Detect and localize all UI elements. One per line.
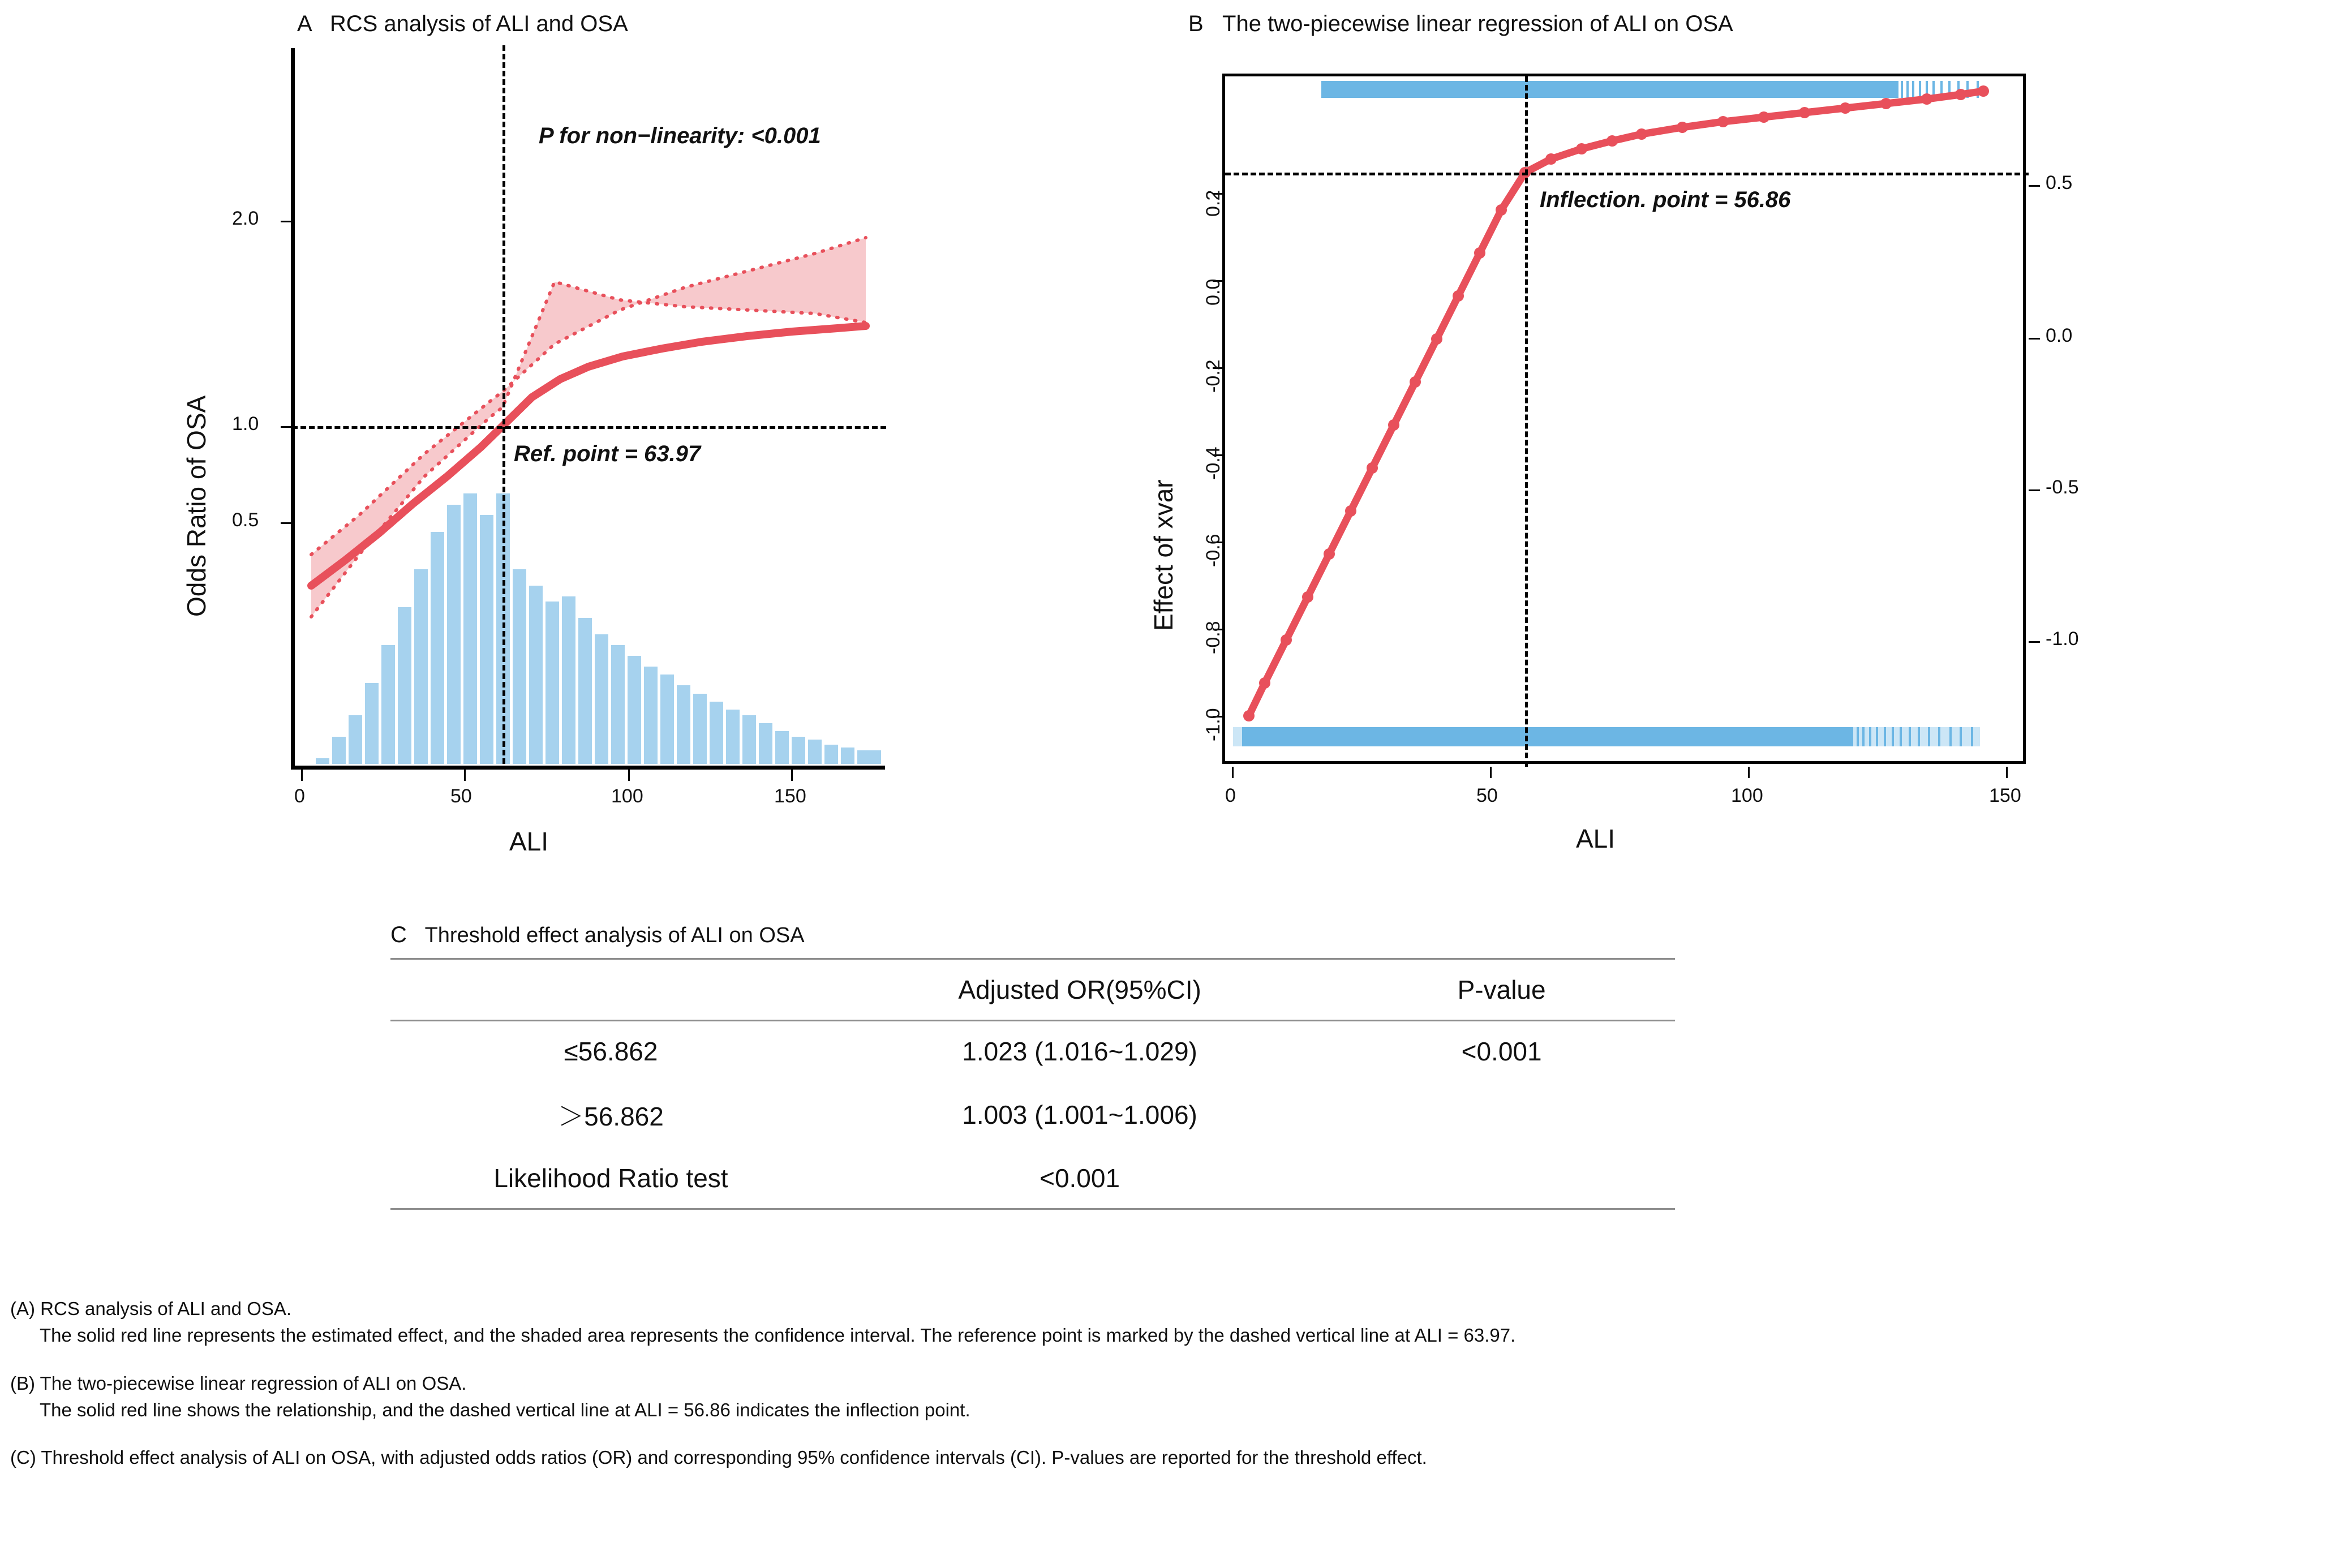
- panel-b: [1120, 11, 2196, 894]
- panel-c-title: Threshold effect analysis of ALI on OSA: [424, 923, 805, 947]
- panel-a-y-tick: [281, 221, 292, 222]
- panel-a: [182, 11, 1188, 894]
- panel-a-x-tick: [628, 770, 630, 781]
- panel-b-x-tick-label: 50: [1476, 785, 1498, 806]
- panel-b-y-tick-label-left: -0.6: [1202, 534, 1224, 567]
- caption-block-c: [10, 1445, 2330, 1471]
- panel-b-ref-line-horizontal: [1225, 173, 2029, 175]
- panel-b-title: The two-piecewise linear regression of ALI on OSA: [1222, 11, 1733, 36]
- panel-b-y-tick-label-left: -1.0: [1202, 708, 1224, 741]
- panel-b-x-tick-label: 150: [1989, 785, 2021, 806]
- panel-a-y-tick: [281, 426, 292, 428]
- panel-b-y-tick-label-right: 0.5: [2046, 172, 2073, 194]
- caption-b-body: The solid red line shows the relationship, and the dashed vertical line at ALI = 56.86 indicates the inflection point.: [40, 1399, 970, 1420]
- panel-b-y-tick-label-left: -0.4: [1202, 446, 1224, 480]
- panel-b-y-tick-right: [2029, 338, 2040, 340]
- panel-b-y-tick-right: [2029, 489, 2040, 491]
- caption-block-b: [10, 1371, 2330, 1424]
- table-header-pvalue: P-value: [1328, 959, 1675, 1021]
- panel-b-ref-line-vertical: [1525, 76, 1528, 767]
- panel-b-x-tick: [1232, 767, 1234, 778]
- row-pvalue: [1328, 1081, 1675, 1148]
- caption-b-head: (B) The two-piecewise linear regression of ALI on OSA.: [10, 1372, 467, 1394]
- panel-a-x-tick: [464, 770, 466, 781]
- panel-a-y-tick-label: 2.0: [232, 208, 259, 229]
- panel-a-title: RCS analysis of ALI and OSA: [329, 11, 628, 36]
- panel-a-ref-line-horizontal: [292, 426, 886, 429]
- panel-c: [390, 922, 1692, 1210]
- panel-c-header: [390, 922, 1692, 948]
- panel-a-x-tick: [301, 770, 303, 781]
- panel-b-y-tick-label-right: -1.0: [2046, 628, 2079, 650]
- panel-b-effect-markers: [1243, 85, 1989, 721]
- panel-b-rug-overlay: [1225, 76, 2029, 767]
- panel-b-y-tick-label-left: 0.2: [1202, 190, 1224, 217]
- row-or: 1.003 (1.001~1.006): [962, 1100, 1197, 1129]
- panel-b-annotation-inflection: Inflection. point = 56.86: [1540, 187, 1791, 212]
- panel-b-y-tick-right: [2029, 641, 2040, 643]
- panel-b-x-axis-title: ALI: [1576, 824, 1616, 853]
- panel-a-letter: A: [297, 11, 311, 36]
- table-header-row: [390, 959, 1675, 1021]
- caption-block-a: [10, 1296, 2330, 1349]
- panel-b-x-tick: [1748, 767, 1750, 778]
- panel-a-x-axis: [291, 766, 885, 770]
- panel-b-header: [1188, 11, 1733, 37]
- panel-b-plot: [1149, 74, 2079, 853]
- panel-a-ref-line-vertical: [502, 45, 505, 764]
- threshold-table: [390, 958, 1675, 1210]
- row-label: ＞56.862: [558, 1102, 664, 1131]
- caption-c-head: (C) Threshold effect analysis of ALI on OSA, with adjusted odds ratios (OR) and corresponding 95% confidence intervals (CI). P-values are reported for the threshold effect.: [10, 1447, 1427, 1468]
- table-row: [390, 1081, 1675, 1148]
- panel-a-x-tick-label: 150: [774, 785, 806, 807]
- table-row: [390, 1021, 1675, 1082]
- panel-a-y-axis: [291, 48, 295, 770]
- row-label: Likelihood Ratio test: [390, 1148, 831, 1209]
- panel-a-x-tick-label: 50: [450, 785, 472, 807]
- panel-a-x-tick-label: 0: [294, 785, 305, 807]
- table-row: [390, 1148, 1675, 1209]
- panel-b-y-tick-right: [2029, 185, 2040, 187]
- panel-a-curve-overlay: [294, 74, 888, 764]
- panel-a-plot: [182, 74, 888, 856]
- row-or: <0.001: [831, 1148, 1328, 1209]
- panel-b-x-tick-label: 100: [1731, 785, 1763, 806]
- panel-a-y-axis-title: Odds Ratio of OSA: [182, 395, 211, 617]
- panel-c-letter: C: [390, 922, 407, 947]
- row-pvalue: <0.001: [1461, 1037, 1542, 1066]
- panel-a-header: [297, 11, 628, 37]
- rug-bottom: [1233, 727, 1980, 746]
- caption-a-head: (A) RCS analysis of ALI and OSA.: [10, 1298, 292, 1319]
- panel-a-x-tick-label: 100: [611, 785, 643, 807]
- panel-b-y-tick-label-left: -0.8: [1202, 621, 1224, 654]
- panel-b-x-tick-label: 0: [1225, 785, 1236, 806]
- panel-b-y-tick-label-left: 0.0: [1202, 278, 1224, 306]
- panel-a-y-tick-label: 1.0: [232, 413, 259, 435]
- panel-a-y-tick: [281, 522, 292, 524]
- panel-b-y-axis-title: Effect of xvar: [1149, 479, 1178, 631]
- rug-top: [1321, 81, 1978, 98]
- figure-caption: [10, 1296, 2330, 1493]
- panel-b-letter: B: [1188, 11, 1204, 36]
- panel-b-y-tick-label-right: -0.5: [2046, 476, 2079, 498]
- panel-a-y-tick-label: 0.5: [232, 509, 259, 531]
- panel-b-effect-line: [1249, 91, 1983, 716]
- panel-b-x-tick: [2006, 767, 2008, 778]
- row-or: 1.023 (1.016~1.029): [962, 1037, 1197, 1066]
- panel-a-x-tick: [791, 770, 793, 781]
- caption-a-body: The solid red line represents the estimated effect, and the shaded area represents the confidence interval. The reference point is marked by the dashed vertical line at ALI = 63.97.: [40, 1324, 1516, 1346]
- row-pvalue: [1328, 1148, 1675, 1209]
- panel-b-y-tick-label-left: -0.2: [1202, 359, 1224, 393]
- table-header-blank: [390, 959, 831, 1021]
- panel-b-x-tick: [1490, 767, 1492, 778]
- panel-a-annotation-refpoint: Ref. point = 63.97: [514, 441, 701, 466]
- panel-a-annotation-pvalue: P for non−linearity: <0.001: [539, 123, 821, 148]
- table-header-or: Adjusted OR(95%CI): [831, 959, 1328, 1021]
- row-label: ≤56.862: [564, 1037, 658, 1066]
- panel-a-x-axis-title: ALI: [509, 827, 549, 856]
- panel-b-y-tick-label-right: 0.0: [2046, 325, 2073, 346]
